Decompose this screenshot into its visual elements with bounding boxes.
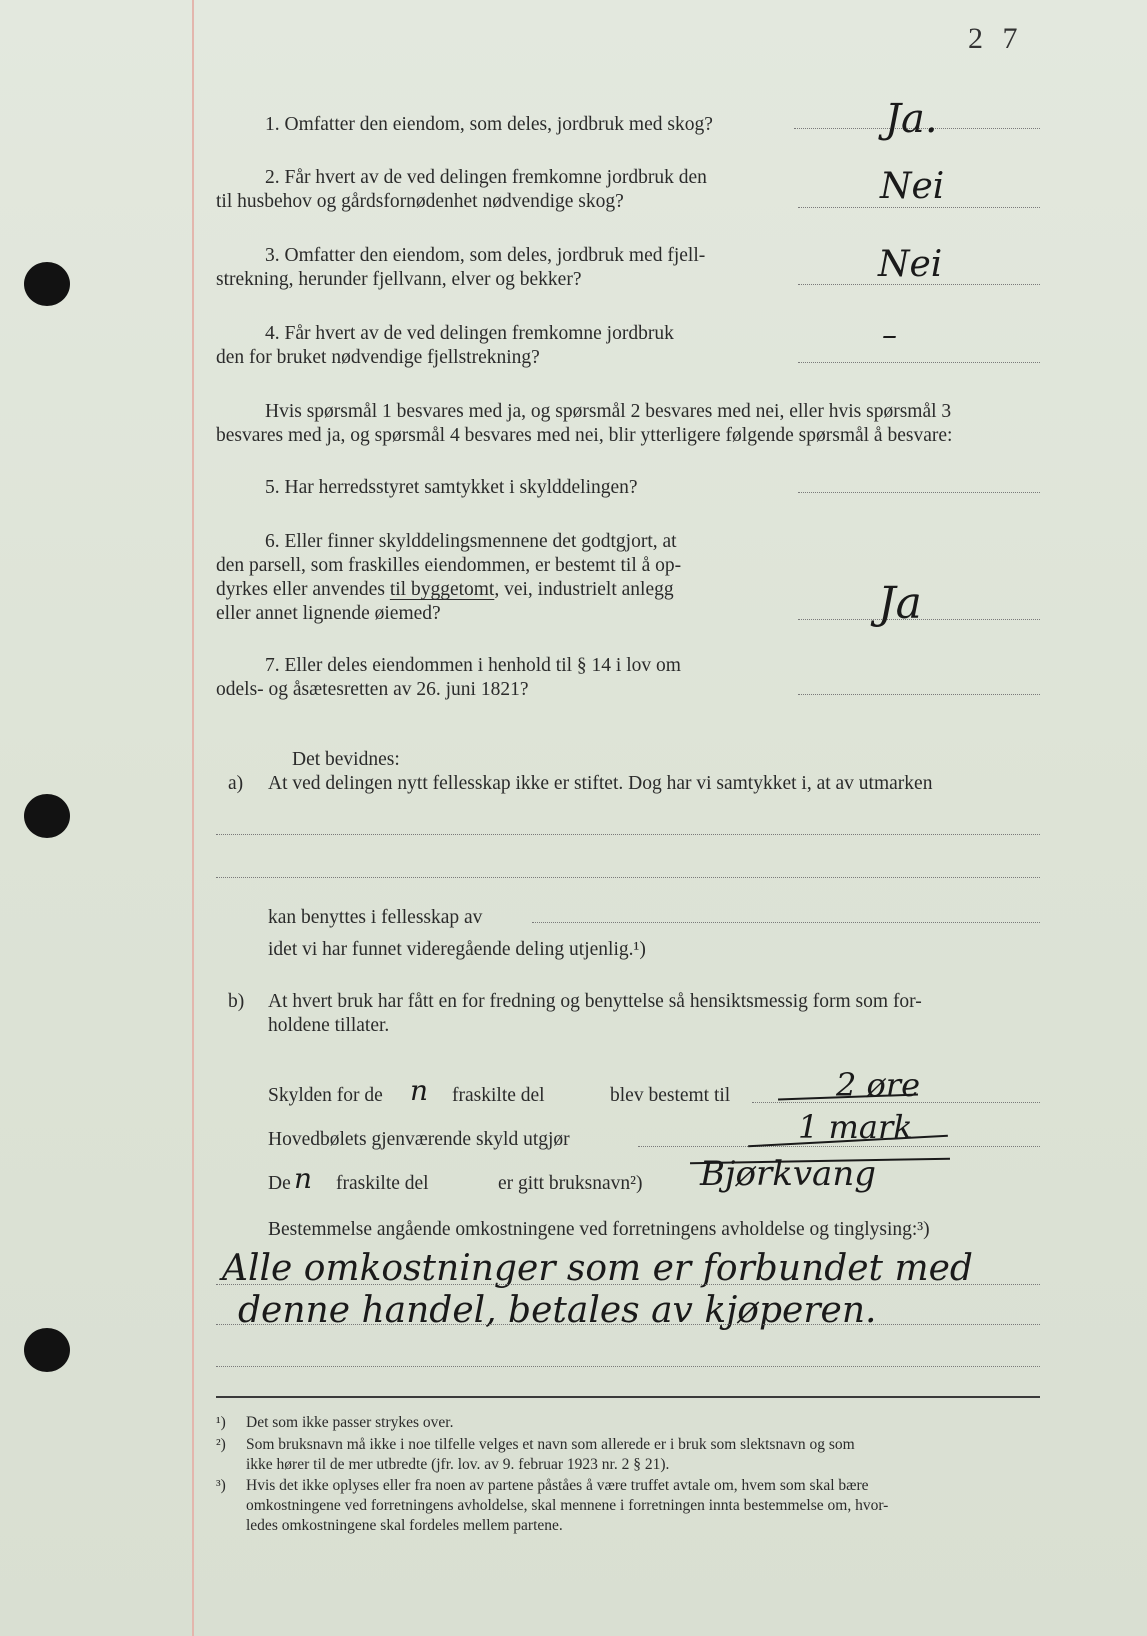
footnote-1-text: Det som ikke passer strykes over. bbox=[246, 1414, 454, 1431]
item-b-line-2: holdene tillater. bbox=[268, 1015, 390, 1036]
hovedbol-value: 1 mark bbox=[798, 1108, 913, 1146]
skyld-label-c: blev bestemt til bbox=[610, 1085, 731, 1106]
condition-line-2: besvares med ja, og spørsmål 4 besvares med nei, blir ytterligere følgende spørsmål å besvare: bbox=[216, 425, 953, 446]
question-7-line-1: 7. Eller deles eiendommen i henhold til § 14 i lov om bbox=[265, 655, 681, 676]
footnote-2-line-2: ikke hører til de mer utbredte (jfr. lov. av 9. februar 1923 nr. 2 § 21). bbox=[246, 1456, 670, 1473]
corner-mark: 2 7 bbox=[968, 22, 1024, 55]
footnote-1-mark: ¹) bbox=[216, 1414, 226, 1431]
bruksnavn-handwritten-n: n bbox=[294, 1162, 313, 1195]
footnote-2-mark: ²) bbox=[216, 1436, 226, 1453]
question-6-line-3 bbox=[216, 578, 674, 602]
answer-1: Ja. bbox=[885, 96, 938, 142]
question-3-line-2: strekning, herunder fjellvann, elver og bekker? bbox=[216, 269, 582, 290]
handwritten-cost-line-2: denne handel, betales av kjøperen. bbox=[238, 1290, 877, 1331]
bruksnavn-label-a: De bbox=[268, 1173, 291, 1194]
answer-3: Nei bbox=[878, 244, 943, 285]
condition-line-1: Hvis spørsmål 1 besvares med ja, og spørsmål 2 besvares med nei, eller hvis spørsmål 3 bbox=[265, 401, 952, 422]
blank-line bbox=[216, 1366, 1040, 1367]
item-a-text: At ved delingen nytt fellesskap ikke er stiftet. Dog har vi samtykket i, at av utmarken bbox=[268, 773, 933, 794]
footnote-rule bbox=[216, 1396, 1040, 1398]
kan-benyttes-text: kan benyttes i fellesskap av bbox=[268, 907, 483, 928]
underlined-byggetomt: til byggetomt bbox=[389, 579, 495, 600]
skyld-label-a: Skylden for de bbox=[268, 1085, 383, 1106]
question-3-line-1: 3. Omfatter den eiendom, som deles, jordbruk med fjell- bbox=[265, 245, 706, 266]
footnote-3-line-3: ledes omkostningene skal fordeles mellem partene. bbox=[246, 1517, 563, 1534]
question-6-line-1: 6. Eller finner skylddelingsmennene det godtgjort, at bbox=[265, 531, 677, 552]
blank-line bbox=[216, 1324, 1040, 1325]
punch-hole bbox=[24, 262, 70, 306]
blank-line bbox=[532, 922, 1040, 923]
bruksnavn-label-c: er gitt bruksnavn²) bbox=[498, 1173, 643, 1194]
item-b-line-1: At hvert bruk har fått en for fredning og benyttelse så hensiktsmessig form som for- bbox=[268, 991, 922, 1012]
question-4-line-1: 4. Får hvert av de ved delingen fremkomne jordbruk bbox=[265, 323, 674, 344]
answer-line bbox=[798, 362, 1040, 363]
footnote-3-line-1: Hvis det ikke oplyses eller fra noen av partene påståes å være truffet avtale om, hvem som skal bære bbox=[246, 1477, 869, 1494]
answer-2: Nei bbox=[880, 166, 945, 207]
question-2-line-1: 2. Får hvert av de ved delingen fremkomne jordbruk den bbox=[265, 167, 707, 188]
question-4-line-2: den for bruket nødvendige fjellstrekning? bbox=[216, 347, 540, 368]
bestemmelse-label: Bestemmelse angående omkostningene ved forretningens avholdelse og tinglysing:³) bbox=[268, 1219, 930, 1240]
bevidnes-heading: Det bevidnes: bbox=[292, 749, 400, 770]
bruksnavn-label-b: fraskilte del bbox=[336, 1173, 429, 1194]
answer-6: Ja bbox=[878, 578, 922, 629]
answer-line bbox=[798, 492, 1040, 493]
answer-line bbox=[798, 207, 1040, 208]
question-6-line-3-end: , vei, industrielt anlegg bbox=[494, 579, 674, 600]
answer-4: – bbox=[882, 318, 897, 353]
skyld-handwritten-n: n bbox=[410, 1074, 429, 1107]
item-b-label: b) bbox=[228, 991, 245, 1012]
hovedbol-label: Hovedbølets gjenværende skyld utgjør bbox=[268, 1129, 570, 1150]
question-6-line-4: eller annet lignende øiemed? bbox=[216, 603, 441, 624]
answer-line bbox=[638, 1146, 1040, 1147]
footnote-2-line-1: Som bruksnavn må ikke i noe tilfelle velges et navn som allerede er i bruk som slektsnavn og som bbox=[246, 1436, 855, 1453]
idet-text: idet vi har funnet videregående deling utjenlig.¹) bbox=[268, 939, 646, 960]
blank-line bbox=[216, 877, 1040, 878]
punch-hole bbox=[24, 1328, 70, 1372]
blank-line bbox=[216, 1284, 1040, 1285]
question-7-line-2: odels- og åsætesretten av 26. juni 1821? bbox=[216, 679, 529, 700]
question-5-line-1: 5. Har herredsstyret samtykket i skylddelingen? bbox=[265, 477, 638, 498]
skyld-value: 2 øre bbox=[836, 1066, 921, 1104]
question-6-line-3-start: dyrkes eller anvendes bbox=[216, 579, 390, 600]
answer-line bbox=[798, 694, 1040, 695]
blank-line bbox=[216, 834, 1040, 835]
question-1-line-1: 1. Omfatter den eiendom, som deles, jordbruk med skog? bbox=[265, 114, 713, 135]
footnote-3-line-2: omkostningene ved forretningens avholdelse, skal mennene i forretningen innta bestemmelse om, hvor- bbox=[246, 1497, 889, 1514]
question-6-line-2: den parsell, som fraskilles eiendommen, er bestemt til å op- bbox=[216, 555, 682, 576]
question-2-line-2: til husbehov og gårdsfornødenhet nødvendige skog? bbox=[216, 191, 624, 212]
item-a-label: a) bbox=[228, 773, 244, 794]
handwritten-cost-line-1: Alle omkostninger som er forbundet med bbox=[222, 1248, 973, 1289]
footnote-3-mark: ³) bbox=[216, 1477, 226, 1494]
punch-hole bbox=[24, 794, 70, 838]
skyld-label-b: fraskilte del bbox=[452, 1085, 545, 1106]
bruksnavn-value: Bjørkvang bbox=[700, 1154, 876, 1194]
margin-line bbox=[192, 0, 194, 1636]
